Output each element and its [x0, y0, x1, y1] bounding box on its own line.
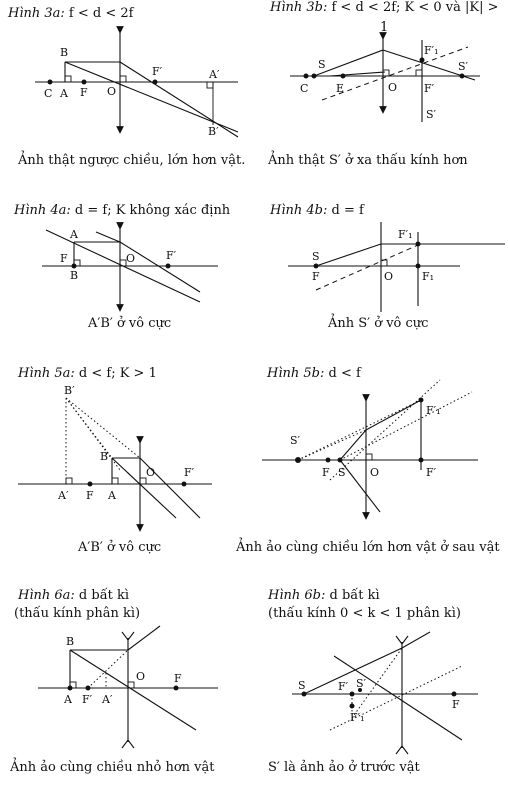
title-5b: Hình 5b: d < f — [267, 366, 361, 381]
ray-incident — [304, 648, 402, 694]
point-s — [314, 264, 319, 269]
point-f — [452, 692, 457, 697]
label-f: F — [322, 466, 330, 479]
label-sprime: S′ — [356, 677, 367, 690]
ray-incident — [316, 244, 381, 266]
title-3a: Hình 3a: f < d < 2f — [8, 6, 134, 21]
virtual-ray — [66, 398, 140, 458]
diagram-6a — [38, 626, 218, 748]
point-fprime1 — [416, 242, 421, 247]
point-f — [88, 482, 93, 487]
label-fprime1: F′₁ — [426, 404, 441, 417]
point-c — [304, 74, 309, 79]
right-angle-mark — [65, 76, 71, 82]
title-6a-line2: (thấu kính phân kì) — [14, 606, 141, 621]
point-sprime — [460, 74, 465, 79]
point-s — [302, 692, 307, 697]
point-fprime1 — [350, 704, 355, 709]
caption-6b: S′ là ảnh ảo ở trước vật — [268, 760, 420, 775]
virtual-ray — [298, 400, 421, 460]
label-fprime1: F′₁ — [350, 711, 365, 724]
label-f: F — [60, 252, 68, 265]
label-f: F — [452, 698, 460, 711]
label-fprime: F′ — [152, 65, 163, 78]
title-4b: Hình 4b: d = f — [270, 203, 364, 218]
label-b: B — [60, 46, 69, 59]
title-3b-line2: 1 — [380, 20, 389, 35]
label-a: A — [60, 87, 68, 100]
diagram-3a — [35, 30, 238, 138]
diagram-6b — [292, 632, 478, 754]
label-sprime-2: S′ — [426, 108, 437, 121]
point-a — [68, 686, 73, 691]
label-fprime: F′ — [184, 466, 195, 479]
point-fprime — [86, 686, 91, 691]
label-fprime: F′ — [166, 249, 177, 262]
label-fprime: F′ — [82, 693, 93, 706]
diagram-4a — [42, 226, 218, 308]
auxiliary-ray — [340, 392, 472, 460]
caption-5b: Ảnh ảo cùng chiều lớn hơn vật ở sau vật — [236, 540, 500, 555]
title-3b: Hình 3b: f < d < 2f; K < 0 và |K| > — [270, 0, 499, 15]
point-f — [82, 80, 87, 85]
label-bprime: B′ — [208, 125, 219, 138]
right-angle-mark — [207, 82, 213, 88]
virtual-ray — [88, 650, 128, 688]
auxiliary-axis — [330, 380, 440, 480]
label-a: A — [70, 228, 78, 241]
label-s: S — [312, 250, 320, 263]
ray-through-focus — [120, 62, 238, 137]
virtual-ray — [66, 398, 112, 458]
ray-diverged — [402, 632, 430, 648]
caption-4b: Ảnh S′ ở vô cực — [328, 316, 429, 331]
title-6b-line2: (thấu kính 0 < k < 1 phân kì) — [268, 606, 461, 621]
caption-4a: A′B′ ở vô cực — [88, 316, 172, 331]
point-s — [312, 74, 317, 79]
point-fprime — [182, 482, 187, 487]
caption-3b: Ảnh thật S′ ở xa thấu kính hơn — [268, 153, 468, 168]
virtual-ray — [66, 398, 120, 470]
point-fprime — [350, 692, 355, 697]
label-s: S — [298, 679, 306, 692]
ray-incident — [340, 430, 366, 460]
label-aprime: A′ — [209, 68, 220, 81]
caption-5a: A′B′ ở vô cực — [78, 540, 162, 555]
label-f: F — [312, 270, 320, 283]
label-o: O — [126, 252, 136, 265]
label-fprime: F′ — [426, 466, 437, 479]
point-fprime — [153, 80, 158, 85]
label-aprime: A′ — [58, 489, 69, 502]
title-6b: Hình 6b: d bất kì — [268, 588, 380, 603]
ray-through-center — [330, 72, 385, 76]
label-o: O — [136, 670, 146, 683]
point-f — [326, 458, 331, 463]
label-b: B — [66, 635, 75, 648]
title-6a: Hình 6a: d bất kì — [18, 588, 130, 603]
label-fprime: F′ — [338, 680, 349, 693]
auxiliary-axis — [316, 245, 418, 290]
label-f: F — [80, 86, 88, 99]
diagram-3b — [290, 36, 480, 122]
point-fprime — [166, 264, 171, 269]
label-fprime: F′ — [424, 82, 435, 95]
diagram-4b — [288, 222, 505, 312]
label-o: O — [388, 81, 398, 94]
ray-incident — [96, 232, 120, 242]
right-angle-mark — [120, 76, 126, 82]
label-a: A — [108, 489, 116, 502]
label-c: C — [44, 87, 53, 100]
caption-3a: Ảnh thật ngược chiều, lớn hơn vật. — [18, 153, 246, 168]
point-e — [341, 74, 346, 79]
point-c — [48, 80, 53, 85]
label-f: F — [174, 672, 182, 685]
virtual-ray — [298, 430, 366, 460]
label-bprime: B′ — [64, 384, 75, 397]
ray-diverged — [128, 626, 160, 650]
point-s — [338, 458, 343, 463]
label-s: S — [318, 58, 326, 71]
label-c: C — [300, 82, 309, 95]
label-o: O — [107, 85, 117, 98]
label-aprime: A′ — [102, 693, 113, 706]
caption-6a: Ảnh ảo cùng chiều nhỏ hơn vật — [10, 760, 215, 775]
right-angle-mark — [366, 454, 372, 460]
diagram-5b — [262, 380, 478, 516]
label-o: O — [384, 270, 394, 283]
label-fprime1: F′₁ — [398, 228, 413, 241]
point-fprime — [419, 458, 424, 463]
title-5a: Hình 5a: d < f; K > 1 — [18, 366, 157, 381]
title-4a: Hình 4a: d = f; K không xác định — [14, 203, 231, 218]
right-angle-mark — [416, 70, 422, 76]
label-e: E — [336, 82, 345, 95]
ray-through-center — [334, 656, 462, 740]
point-fprime1 — [420, 58, 425, 63]
diagram-5a — [18, 384, 212, 528]
label-f: F — [86, 489, 94, 502]
label-sprime: S′ — [458, 60, 469, 73]
point-f — [174, 686, 179, 691]
label-o: O — [370, 466, 380, 479]
label-sprime: S′ — [290, 434, 301, 447]
label-a: A — [64, 693, 72, 706]
label-b: B — [70, 269, 79, 282]
point-f1 — [416, 264, 421, 269]
label-s: S — [338, 466, 346, 479]
label-o: O — [146, 466, 156, 479]
point-sprime — [295, 457, 301, 463]
right-angle-mark — [112, 478, 118, 484]
ray-refracted — [120, 242, 200, 292]
point-f — [72, 264, 77, 269]
label-fprime1: F′₁ — [424, 44, 439, 57]
ray-through-center — [112, 458, 176, 518]
label-f1: F₁ — [422, 270, 435, 283]
right-angle-mark — [66, 478, 72, 484]
right-angle-mark — [383, 70, 389, 76]
label-b: B — [100, 450, 109, 463]
point-fprime1 — [419, 398, 424, 403]
